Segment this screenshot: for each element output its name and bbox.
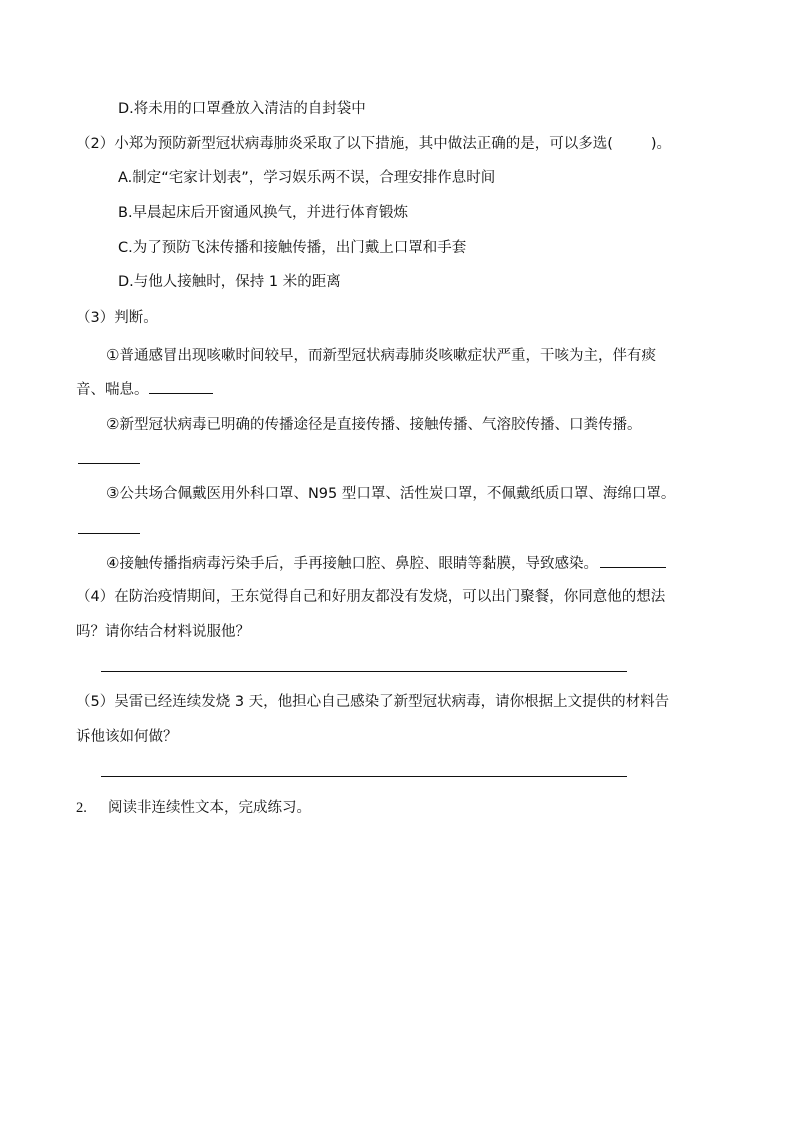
q5-line1: （5）吴雷已经连续发烧 3 天，他担心自己感染了新型冠状病毒，请你根据上文提供的材料告 [76, 694, 670, 710]
section2-title: 阅读非连续性文本，完成练习。 [108, 800, 311, 816]
q3-item2 [106, 414, 641, 434]
q2-stem-text: （2）小郑为预防新型冠状病毒肺炎采取了以下措施，其中做法正确的是，可以多选( [76, 136, 613, 152]
q4-line2: 吗？请你结合材料说服他？ [76, 624, 250, 640]
q3-item4-marker: ④ [106, 554, 120, 572]
q2-option-d: D.与他人接触时，保持 1 米的距离 [118, 274, 341, 290]
q2-option-b: B.早晨起床后开窗通风换气，并进行体育锻炼 [118, 205, 409, 221]
q3-item3-text: 公共场合佩戴医用外科口罩、N95 型口罩、活性炭口罩，不佩戴纸质口罩、海绵口罩。 [119, 486, 676, 502]
q3-item1-line1 [106, 345, 656, 365]
q3-item1-marker: ① [106, 346, 120, 364]
q3-item3-answer-blank[interactable] [78, 533, 140, 534]
section2-number: 2. [76, 800, 87, 816]
q3-item4-answer-blank[interactable] [600, 553, 666, 568]
q4-line1: （4）在防治疫情期间，王东觉得自己和好朋友都没有发烧，可以出门聚餐，你同意他的想法 [76, 589, 666, 605]
q3-item4 [106, 553, 666, 573]
q3-item2-marker: ② [106, 415, 120, 433]
q2-stem-close: )。 [650, 136, 672, 152]
q3-item2-text: 新型冠状病毒已明确的传播途径是直接传播、接触传播、气溶胶传播、口粪传播。 [119, 417, 642, 433]
q4-answer-line[interactable] [101, 671, 627, 672]
q5-line2: 诉他该如何做？ [76, 729, 178, 745]
q3-item1-line2 [76, 379, 213, 399]
q3-item1-answer-blank[interactable] [149, 379, 213, 394]
q3-item1-text: 普通感冒出现咳嗽时间较早，而新型冠状病毒肺炎咳嗽症状严重，干咳为主，伴有痰 [119, 348, 656, 364]
q3-item2-answer-blank[interactable] [78, 463, 140, 464]
q3-stem: （3）判断。 [76, 310, 158, 326]
q1-option-d: D.将未用的口罩叠放入清洁的自封袋中 [118, 101, 366, 117]
section2-heading [76, 798, 311, 818]
q3-item4-text: 接触传播指病毒污染手后，手再接触口腔、鼻腔、眼睛等黏膜，导致感染。 [119, 556, 598, 572]
q3-item1-text-cont: 音、喘息。 [76, 382, 149, 398]
q2-stem [76, 134, 671, 154]
q3-item3 [106, 483, 675, 503]
q5-answer-line[interactable] [101, 776, 627, 777]
q2-option-a: A.制定“宅家计划表”，学习娱乐两不误，合理安排作息时间 [118, 170, 496, 186]
q3-item3-marker: ③ [106, 484, 120, 502]
q2-option-c: C.为了预防飞沫传播和接触传播，出门戴上口罩和手套 [118, 240, 467, 256]
